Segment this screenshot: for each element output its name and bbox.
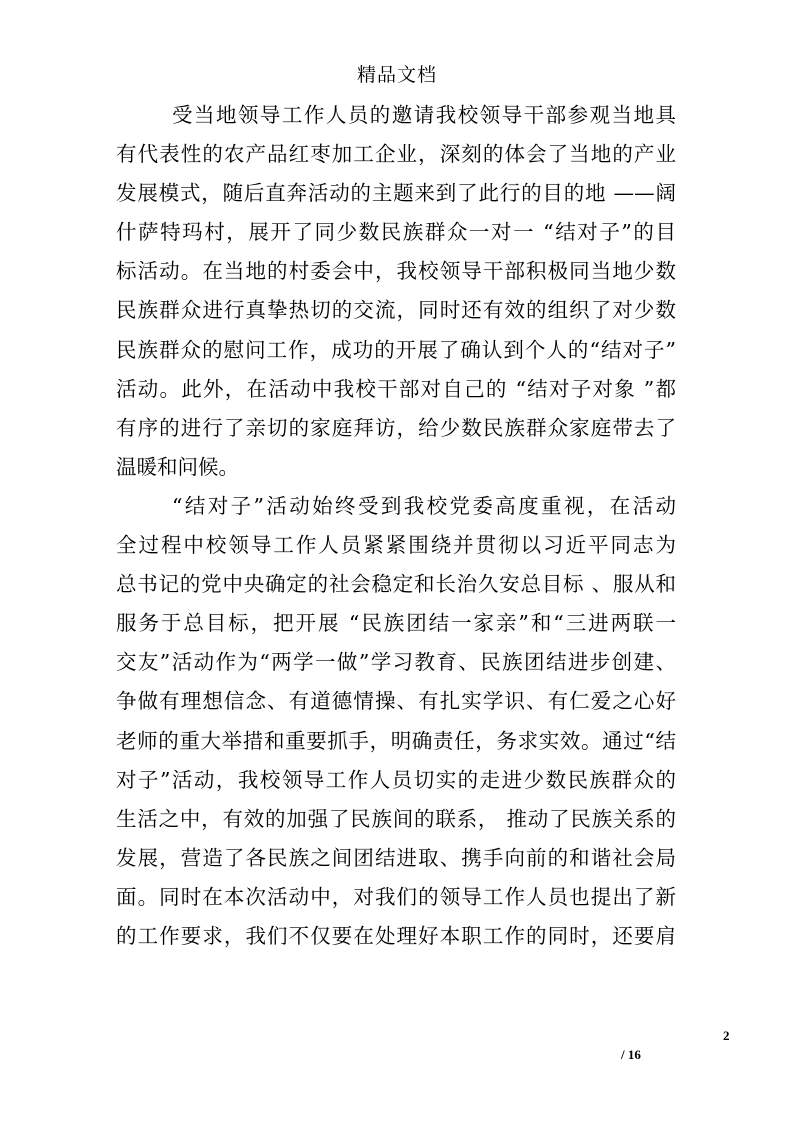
paragraph-2-line-9: 生活之中，有效的加强了民族间的联系， 推动了民族关系的 (116, 806, 676, 831)
paragraph-1-line-3: 发展模式，随后直奔活动的主题来到了此行的目的地 ——阔 (116, 181, 676, 206)
paragraph-2-line-11: 面。同时在本次活动中，对我们的领导工作人员也提出了新 (116, 884, 676, 909)
paragraph-2-line-6: 争做有理想信念、有道德情操、有扎实学识、有仁爱之心好 (116, 689, 676, 714)
paragraph-1-line-4: 什萨特玛村，展开了同少数民族群众一对一 “结对子”的目 (116, 220, 676, 245)
page-number: 2 (723, 1028, 730, 1043)
paragraph-1-line-5: 标活动。在当地的村委会中，我校领导干部积极同当地少数 (116, 259, 676, 284)
paragraph-2-line-7: 老师的重大举措和重要抓手，明确责任，务求实效。通过“结 (116, 728, 676, 753)
page-header-title: 精品文档 (356, 64, 437, 86)
paragraph-2-line-8: 对子”活动，我校领导工作人员切实的走进少数民族群众的 (116, 767, 676, 792)
paragraph-2-line-4: 服务于总目标，把开展 “民族团结一家亲”和“三进两联一 (116, 611, 676, 636)
document-body (116, 96, 676, 956)
paragraph-2-line-10: 发展，营造了各民族之间团结进取、携手向前的和谐社会局 (116, 845, 676, 870)
paragraph-1-line-2: 有代表性的农产品红枣加工企业，深刻的体会了当地的产业 (116, 142, 676, 167)
paragraph-1-line-6: 民族群众进行真挚热切的交流，同时还有效的组织了对少数 (116, 298, 676, 323)
page-total: / 16 (621, 1047, 641, 1062)
paragraph-2-line-12: 的工作要求，我们不仅要在处理好本职工作的同时，还要肩 (116, 923, 676, 948)
paragraph-1-line-10: 温暖和问候。 (116, 454, 239, 479)
paragraph-2-line-2: 全过程中校领导工作人员紧紧围绕并贯彻以习近平同志为 (116, 533, 676, 558)
paragraph-2-line-1: “结对子”活动始终受到我校党委高度重视，在活动 (172, 493, 676, 518)
paragraph-2-line-3: 总书记的党中央确定的社会稳定和长治久安总目标 、服从和 (116, 572, 676, 597)
paragraph-1-line-9: 有序的进行了亲切的家庭拜访，给少数民族群众家庭带去了 (116, 415, 676, 440)
paragraph-2-line-5: 交友”活动作为“两学一做”学习教育、民族团结进步创建、 (116, 650, 676, 675)
paragraph-1-line-8: 活动。此外，在活动中我校干部对自己的 “结对子对象 ”都 (116, 376, 676, 401)
paragraph-1-line-1: 受当地领导工作人员的邀请我校领导干部参观当地具 (172, 103, 676, 127)
paragraph-1-line-7: 民族群众的慰问工作，成功的开展了确认到个人的“结对子” (116, 337, 676, 362)
